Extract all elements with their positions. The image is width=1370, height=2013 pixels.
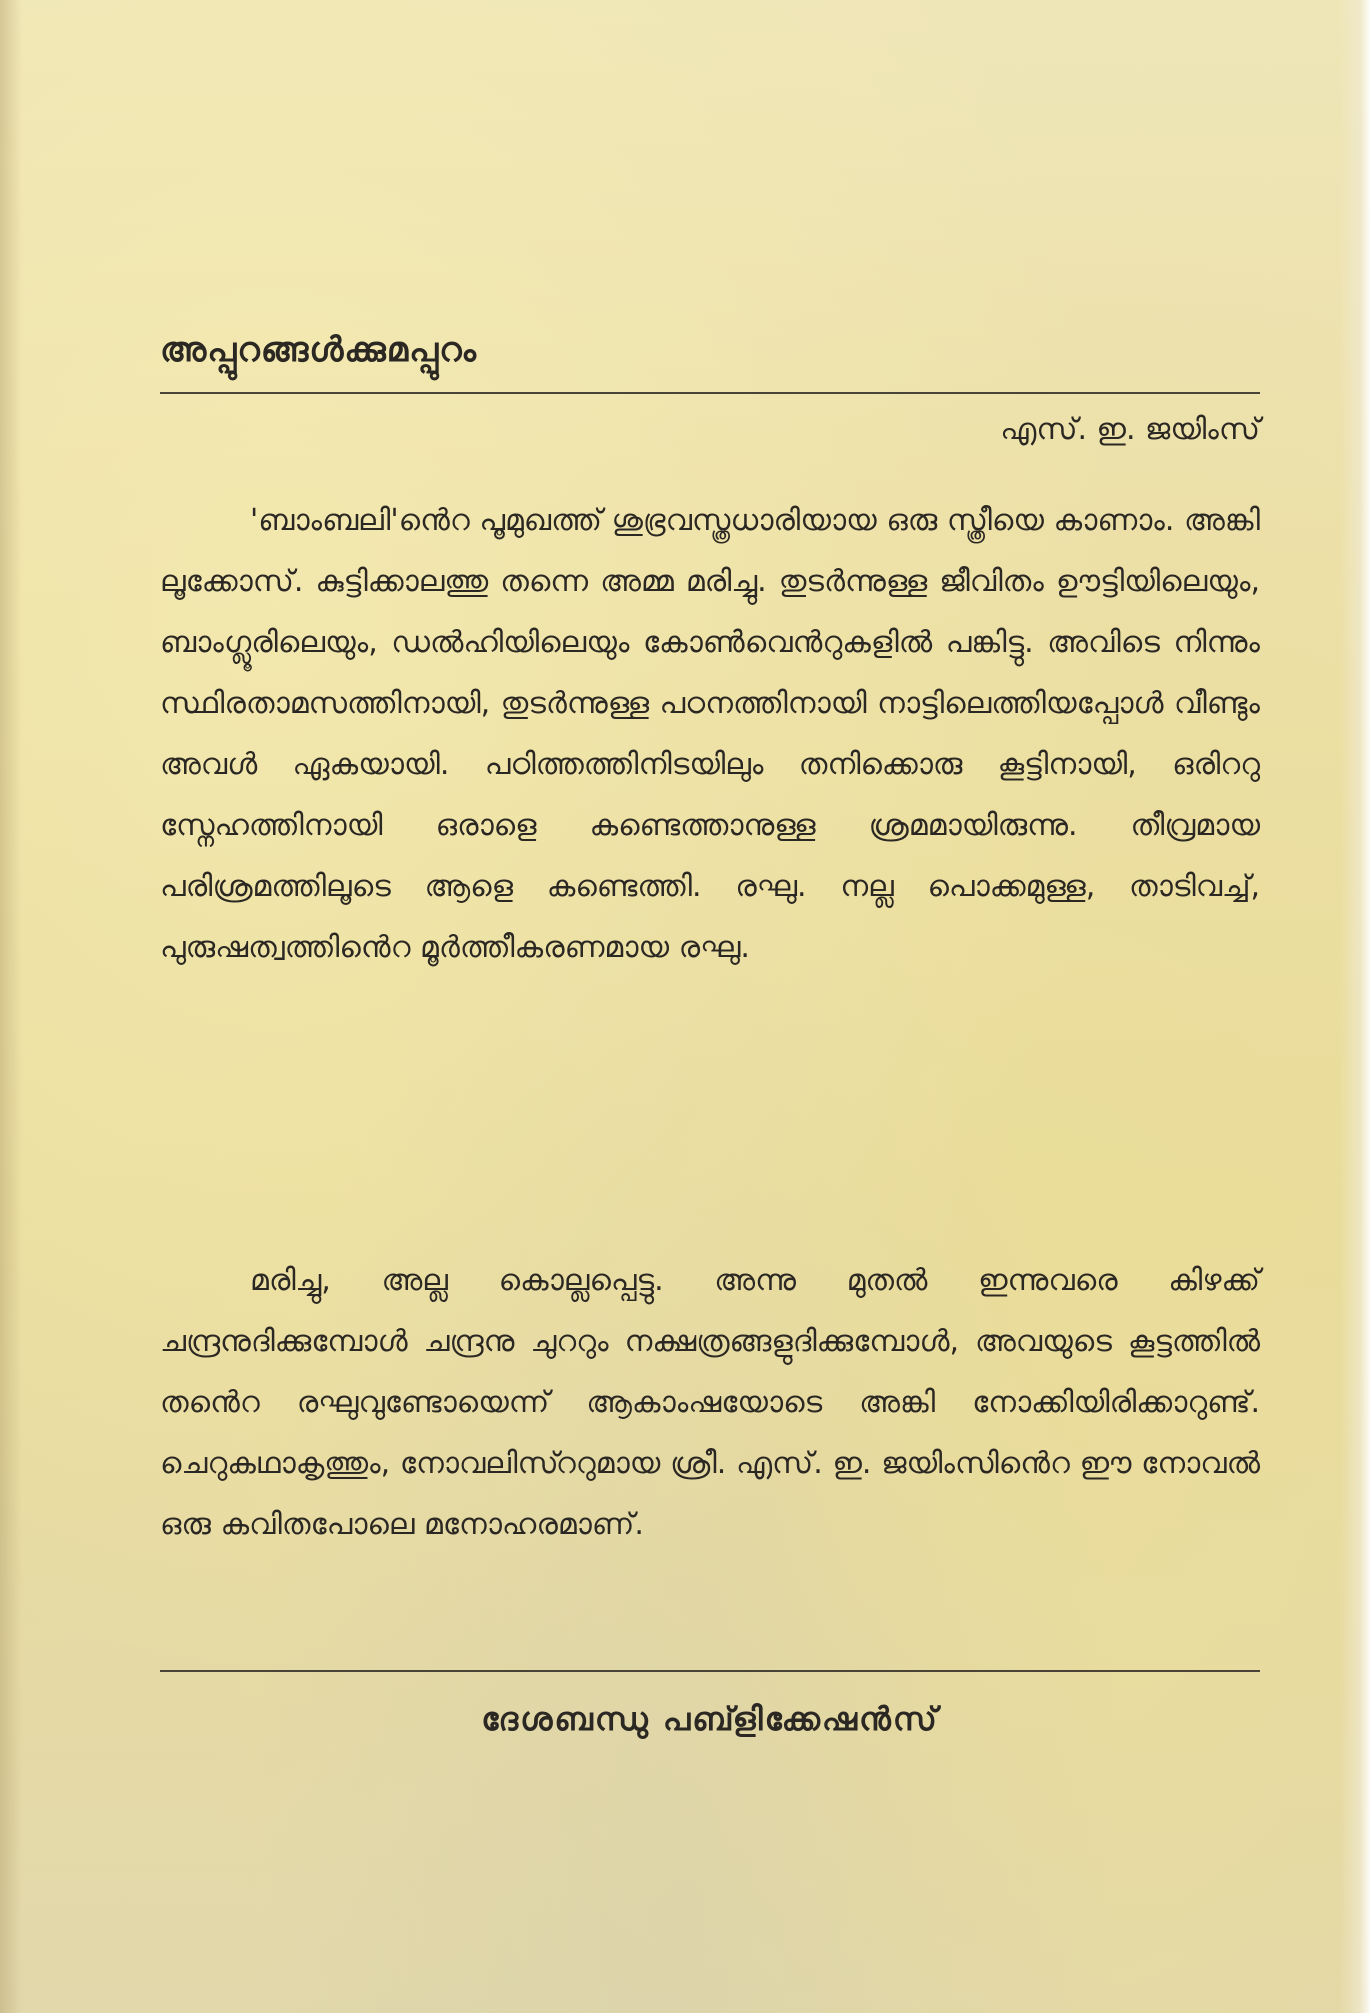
publisher-divider — [160, 1670, 1260, 1672]
title-divider — [160, 392, 1260, 394]
book-title: അപ്പുറങ്ങൾക്കുമപ്പുറം — [160, 330, 477, 370]
publisher-name: ദേശബന്ധു പബ്ളിക്കേഷൻസ് — [481, 1700, 939, 1738]
cover-left-edge-shadow — [0, 0, 22, 2013]
author-name: എസ്. ഇ. ജയിംസ് — [1000, 412, 1260, 447]
blurb-paragraph-2: മരിച്ചു, അല്ല കൊല്ലപ്പെട്ടു. അന്നു മുതൽ ഇന്നുവരെ കിഴക്ക് ചന്ദ്രനുദിക്കുമ്പോൾ ചന്ദ്രനു ചുററും നക്ഷത്രങ്ങളുദിക്കുമ്പോൾ, അവയുടെ കൂട്ടത്തിൽ തൻെറ രഘുവുണ്ടോയെന്ന് ആകാംഷയോടെ അങ്കി നോക്കിയിരിക്കാറുണ്ട്. ചെറുകഥാകൃത്തും, നോവലിസ്ററുമായ ശ്രീ. എസ്. ഇ. ജയിംസിൻെറ ഈ നോവൽ ഒരു കവിതപോലെ മനോഹരമാണ്. — [160, 1263, 1260, 1542]
cover-right-edge-wear — [1340, 0, 1370, 2013]
blurb-paragraph-1: 'ബാംബലി'ൻെറ പൂമുഖത്ത് ശുഭ്രവസ്ത്രധാരിയായ ഒരു സ്ത്രീയെ കാണാം. അങ്കി ലൂക്കോസ്. കുട്ടിക്കാലത്തു തന്നെ അമ്മ മരിച്ചു. തുടർന്നുള്ള ജീവിതം ഊട്ടിയിലെയും, ബാംഗ്ലൂരിലെയും, ഡൽഹിയിലെയും കോൺവെൻറുകളിൽ പങ്കിട്ടു. അവിടെ നിന്നും സ്ഥിരതാമസത്തിനായി, തുടർന്നുള്ള പഠനത്തിനായി നാട്ടിലെത്തിയപ്പോൾ വീണ്ടും അവൾ ഏകയായി. പഠിത്തത്തിനിടയിലും തനിക്കൊരു കൂട്ടിനായി, ഒരിററു സ്നേഹത്തിനായി ഒരാളെ കണ്ടെത്താനുള്ള ശ്രമമായിരുന്നു. തീവ്രമായ പരിശ്രമത്തിലൂടെ ആളെ കണ്ടെത്തി. രഘു. നല്ല പൊക്കമുള്ള, താടിവച്ച്, പുരുഷത്വത്തിൻെറ മൂർത്തീകരണമായ രഘു. — [160, 503, 1260, 965]
